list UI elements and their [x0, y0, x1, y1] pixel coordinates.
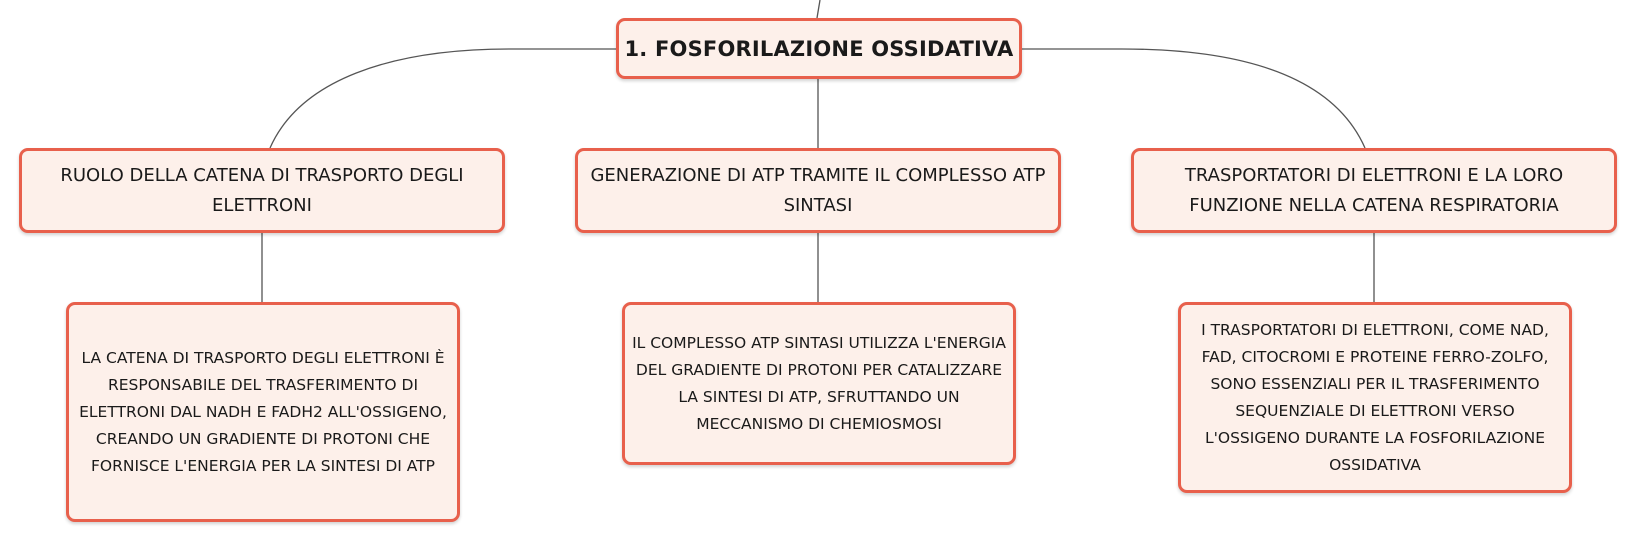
detail-node-text: I TRASPORTATORI DI ELETTRONI, COME NAD, FAD, CITOCROMI E PROTEINE FERRO-ZOLFO, SONO ESSENZIALI PER IL TRASFERIMENTO SEQUENZIALE DI ELETTRONI VERSO L'OSSIGENO DURANTE LA FOSFORILAZIONE OSSIDATIVA — [1201, 320, 1549, 474]
detail-node-text: IL COMPLESSO ATP SINTASI UTILIZZA L'ENERGIA DEL GRADIENTE DI PROTONI PER CATALIZZARE LA SINTESI DI ATP, SFRUTTANDO UN MECCANISMO DI CHEMIOSMOSI — [632, 333, 1006, 433]
root-node-label: 1. FOSFORILAZIONE OSSIDATIVA — [624, 36, 1014, 61]
branch-node-electron-transport-chain-role[interactable] — [19, 148, 505, 233]
detail-node-electron-transport-chain[interactable] — [66, 302, 460, 522]
branch-node-atp-synthase-generation[interactable] — [575, 148, 1061, 233]
root-node[interactable] — [616, 18, 1022, 79]
branch-node-label: GENERAZIONE DI ATP TRAMITE IL COMPLESSO ATP SINTASI — [590, 164, 1046, 216]
detail-node-atp-synthase[interactable] — [622, 302, 1016, 465]
connector-root-to-branch-1 — [270, 49, 616, 148]
branch-node-electron-carriers-function[interactable] — [1131, 148, 1617, 233]
detail-node-text: LA CATENA DI TRASPORTO DEGLI ELETTRONI È RESPONSABILE DEL TRASFERIMENTO DI ELETTRONI DAL NADH E FADH2 ALL'OSSIGENO, CREANDO UN GRADIENTE DI PROTONI CHE FORNISCE L'ENERGIA PER LA SINTESI DI ATP — [79, 348, 447, 475]
detail-node-electron-carriers[interactable] — [1178, 302, 1572, 493]
connector-parent-to-root — [817, 0, 820, 18]
branch-node-label: RUOLO DELLA CATENA DI TRASPORTO DEGLI ELETTRONI — [60, 164, 464, 216]
branch-node-label: TRASPORTATORI DI ELETTRONI E LA LORO FUNZIONE NELLA CATENA RESPIRATORIA — [1184, 164, 1564, 216]
connector-root-to-branch-3 — [1022, 49, 1365, 148]
